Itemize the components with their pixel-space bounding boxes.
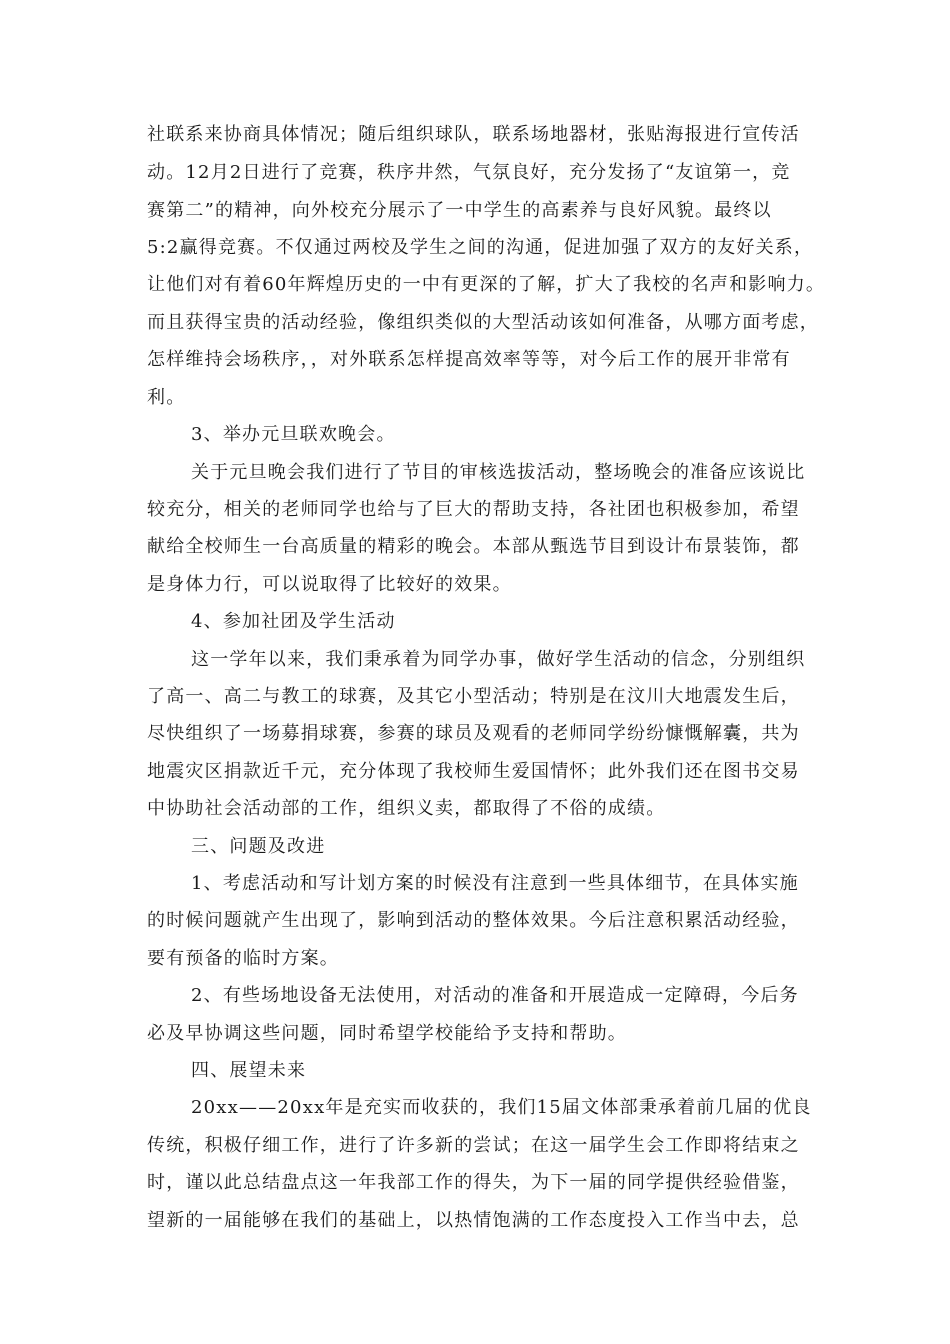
text-line: 必及早协调这些问题，同时希望学校能给予支持和帮助。 [147, 1023, 627, 1044]
section-heading: 三、问题及改进 [191, 836, 326, 857]
section-heading: 四、展望未来 [191, 1060, 307, 1081]
text-line: 是身体力行，可以说取得了比较好的效果。 [147, 574, 512, 595]
text-line: 这一学年以来，我们秉承着为同学办事，做好学生活动的信念，分别组织 [191, 649, 806, 670]
text-line: 的时候问题就产生出现了，影响到活动的整体效果。今后注意积累活动经验， [147, 910, 800, 931]
text-line: 中协助社会活动部的工作，组织义卖，都取得了不俗的成绩。 [147, 798, 666, 819]
text-line: 怎样维持会场秩序，，对外联系怎样提高效率等等，对今后工作的展开非常有 [147, 349, 791, 370]
text-line: 传统，积极仔细工作，进行了许多新的尝试；在这一届学生会工作即将结束之 [147, 1135, 800, 1156]
text-line: 1、考虑活动和写计划方案的时候没有注意到一些具体细节，在具体实施 [191, 873, 799, 894]
text-line: 时，谨以此总结盘点这一年我部工作的得失，为下一届的同学提供经验借鉴， [147, 1172, 800, 1193]
text-line: 了高一、高二与教工的球赛，及其它小型活动；特别是在汶川大地震发生后， [147, 686, 800, 707]
text-line: 关于元旦晚会我们进行了节目的审核选拔活动，整场晚会的准备应该说比 [191, 462, 806, 483]
text-line: 赛第二”的精神，向外校充分展示了一中学生的高素养与良好风貌。最终以 [147, 200, 772, 221]
text-line: 望新的一届能够在我们的基础上，以热情饱满的工作态度投入工作当中去，总 [147, 1210, 800, 1231]
text-line: 2、有些场地设备无法使用，对活动的准备和开展造成一定障碍，今后务 [191, 985, 799, 1006]
text-line: 较充分，相关的老师同学也给与了巨大的帮助支持，各社团也积极参加，希望 [147, 499, 800, 520]
text-line: 而且获得宝贵的活动经验，像组织类似的大型活动该如何准备，从哪方面考虑， [147, 312, 819, 333]
text-line: 献给全校师生一台高质量的精彩的晚会。本部从甄选节目到设计布景装饰，都 [147, 536, 800, 557]
text-line: 利。 [147, 387, 186, 408]
text-line: 动。12月2日进行了竞赛，秩序井然，气氛良好，充分发扬了“友谊第一，竞 [147, 162, 791, 183]
section-heading: 3、举办元旦联欢晚会。 [191, 424, 396, 445]
section-heading: 4、参加社团及学生活动 [191, 611, 396, 632]
text-line: 5:2赢得竞赛。不仅通过两校及学生之间的沟通，促进加强了双方的友好关系， [147, 237, 814, 258]
text-line: 社联系来协商具体情况；随后组织球队，联系场地器材，张贴海报进行宣传活 [147, 124, 800, 145]
text-line: 让他们对有着60年辉煌历史的一中有更深的了解，扩大了我校的名声和影响力。 [147, 274, 826, 295]
text-line: 地震灾区捐款近千元，充分体现了我校师生爱国情怀；此外我们还在图书交易 [147, 761, 800, 782]
text-line: 20xx——20xx年是充实而收获的，我们15届文体部秉承着前几届的优良 [191, 1097, 812, 1118]
text-line: 尽快组织了一场募捐球赛，参赛的球员及观看的老师同学纷纷慷慨解囊，共为 [147, 723, 800, 744]
text-line: 要有预备的临时方案。 [147, 948, 339, 969]
